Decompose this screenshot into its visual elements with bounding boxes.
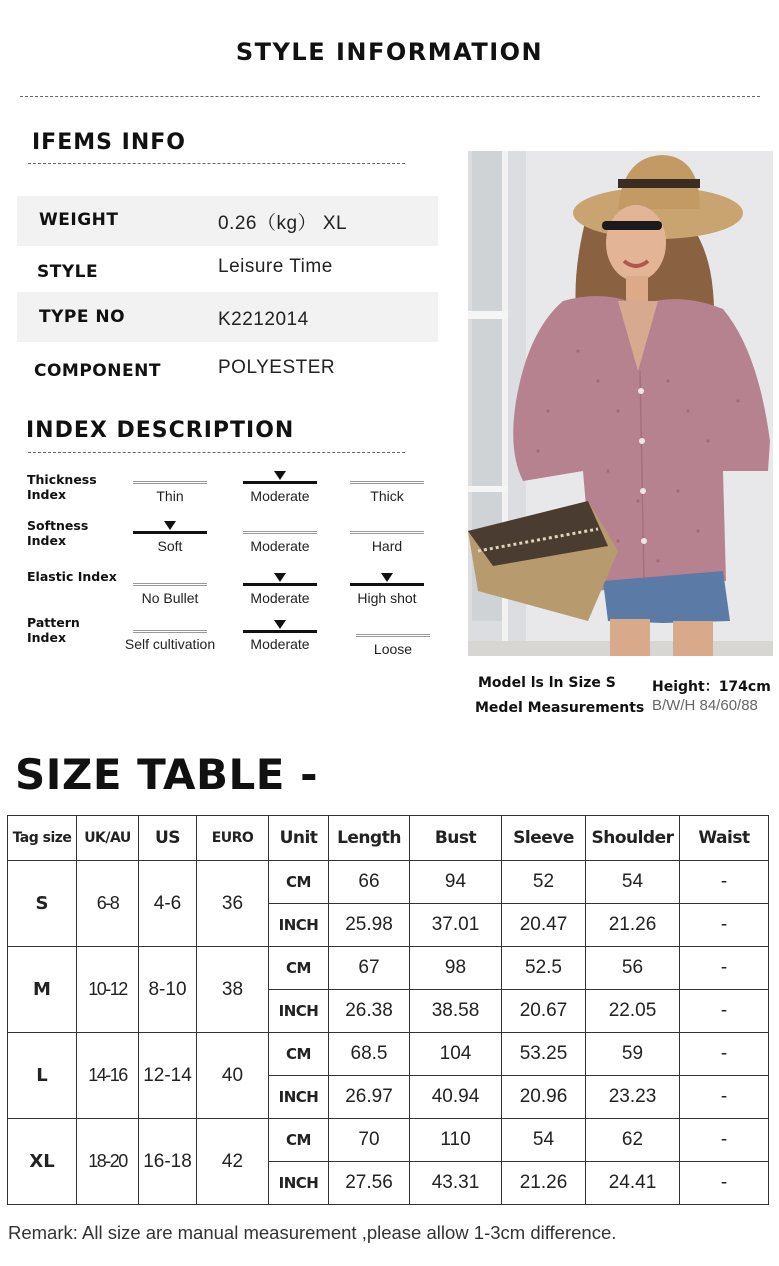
model-photo xyxy=(468,151,773,656)
selected-marker-icon xyxy=(381,573,393,582)
index-description-divider xyxy=(28,452,405,453)
bust-cell: 43.31 xyxy=(410,1162,502,1205)
waist-cell: - xyxy=(680,947,769,990)
waist-cell: - xyxy=(680,861,769,904)
title-divider xyxy=(20,96,760,97)
info-value: POLYESTER xyxy=(218,357,336,378)
table-row xyxy=(8,947,769,990)
header-euro: EURO xyxy=(197,816,269,861)
index-bar xyxy=(243,531,317,534)
index-option-label: Self cultivation xyxy=(124,636,216,652)
uk-au-cell: 14-16 xyxy=(77,1033,139,1119)
us-cell: 4-6 xyxy=(139,861,197,947)
bust-cell: 37.01 xyxy=(410,904,502,947)
bust-cell: 94 xyxy=(410,861,502,904)
selected-marker-icon xyxy=(164,521,176,530)
index-option-no-bullet xyxy=(133,576,207,606)
index-option-moderate xyxy=(243,524,317,554)
table-row xyxy=(8,1119,769,1162)
index-option-label: Moderate xyxy=(250,488,310,504)
index-label-softness: Softness Index xyxy=(27,518,89,548)
index-description-title: INDEX DESCRIPTION xyxy=(26,418,295,443)
bust-cell: 104 xyxy=(410,1033,502,1076)
sleeve-cell: 54 xyxy=(502,1119,586,1162)
unit-cell: CM xyxy=(269,947,329,990)
index-option-hard xyxy=(350,524,424,554)
length-cell: 26.38 xyxy=(329,990,410,1033)
shoulder-cell: 22.05 xyxy=(586,990,680,1033)
index-option-label: No Bullet xyxy=(141,590,199,606)
index-label-thickness: Thickness Index xyxy=(27,472,97,502)
index-option-loose xyxy=(356,627,430,657)
index-option-moderate xyxy=(243,623,317,653)
header-uk-au: UK/AU xyxy=(77,816,139,861)
info-label: COMPONENT xyxy=(34,361,161,381)
unit-cell: INCH xyxy=(269,1162,329,1205)
index-option-label: Moderate xyxy=(250,636,310,652)
info-label: STYLE xyxy=(37,262,99,282)
info-value: 0.26（kg） XL xyxy=(218,213,348,234)
index-option-label: High shot xyxy=(357,590,417,606)
index-option-moderate xyxy=(243,474,317,504)
waist-cell: - xyxy=(680,1162,769,1205)
length-cell: 26.97 xyxy=(329,1076,410,1119)
index-option-soft xyxy=(133,524,207,554)
index-option-moderate xyxy=(243,576,317,606)
index-option-label: Loose xyxy=(373,641,413,657)
waist-cell: - xyxy=(680,1076,769,1119)
index-label-elastic: Elastic Index xyxy=(27,569,117,584)
us-cell: 16-18 xyxy=(139,1119,197,1205)
model-height-text: Height：174cm xyxy=(652,679,771,695)
unit-cell: CM xyxy=(269,861,329,904)
euro-cell: 36 xyxy=(197,861,269,947)
index-option-label: Hard xyxy=(371,538,403,554)
waist-cell: - xyxy=(680,1119,769,1162)
info-row-weight xyxy=(17,196,438,246)
model-illustration xyxy=(468,151,773,656)
info-row-type-no xyxy=(17,292,438,342)
length-cell: 68.5 xyxy=(329,1033,410,1076)
header-length: Length xyxy=(329,816,410,861)
index-option-label: Moderate xyxy=(250,590,310,606)
size-table-header xyxy=(8,816,769,861)
index-option-high-shot xyxy=(350,576,424,606)
info-row-component xyxy=(17,346,438,396)
size-table-title: SIZE TABLE - xyxy=(15,750,319,799)
items-info-title: IFEMS INFO xyxy=(32,130,186,155)
index-bar xyxy=(133,481,207,484)
length-cell: 27.56 xyxy=(329,1162,410,1205)
index-option-self-cultivation xyxy=(124,623,216,653)
page-title: STYLE INFORMATION xyxy=(235,38,544,66)
selected-marker-icon xyxy=(274,620,286,629)
header-waist: Waist xyxy=(680,816,769,861)
selected-marker-icon xyxy=(274,471,286,480)
shoulder-cell: 59 xyxy=(586,1033,680,1076)
unit-cell: INCH xyxy=(269,904,329,947)
euro-cell: 38 xyxy=(197,947,269,1033)
index-option-label: Thick xyxy=(370,488,404,504)
unit-cell: CM xyxy=(269,1119,329,1162)
euro-cell: 40 xyxy=(197,1033,269,1119)
info-row-style xyxy=(17,246,438,296)
sleeve-cell: 20.67 xyxy=(502,990,586,1033)
shoulder-cell: 54 xyxy=(586,861,680,904)
info-label: TYPE NO xyxy=(39,307,126,327)
header-tag-size: Tag size xyxy=(8,816,77,861)
waist-cell: - xyxy=(680,1033,769,1076)
table-row xyxy=(8,861,769,904)
table-row xyxy=(8,1033,769,1076)
model-measurements-label: Medel Measurements xyxy=(475,700,645,716)
us-cell: 8-10 xyxy=(139,947,197,1033)
shoulder-cell: 62 xyxy=(586,1119,680,1162)
uk-au-cell: 10-12 xyxy=(77,947,139,1033)
uk-au-cell: 6-8 xyxy=(77,861,139,947)
uk-au-cell: 18-20 xyxy=(77,1119,139,1205)
tag-size-cell: L xyxy=(8,1033,77,1119)
index-bar xyxy=(243,630,317,633)
euro-cell: 42 xyxy=(197,1119,269,1205)
selected-marker-icon xyxy=(274,573,286,582)
tag-size-cell: XL xyxy=(8,1119,77,1205)
sleeve-cell: 52 xyxy=(502,861,586,904)
index-bar xyxy=(243,481,317,484)
index-option-label: Thin xyxy=(156,488,184,504)
sleeve-cell: 52.5 xyxy=(502,947,586,990)
size-table xyxy=(7,815,769,1205)
waist-cell: - xyxy=(680,904,769,947)
header-unit: Unit xyxy=(269,816,329,861)
model-bwh-text: B/W/H 84/60/88 xyxy=(652,697,758,714)
length-cell: 70 xyxy=(329,1119,410,1162)
bust-cell: 98 xyxy=(410,947,502,990)
header-bust: Bust xyxy=(410,816,502,861)
index-bar xyxy=(350,531,424,534)
info-value: K2212014 xyxy=(218,309,309,330)
length-cell: 67 xyxy=(329,947,410,990)
header-sleeve: Sleeve xyxy=(502,816,586,861)
sleeve-cell: 53.25 xyxy=(502,1033,586,1076)
bust-cell: 110 xyxy=(410,1119,502,1162)
index-bar xyxy=(133,531,207,534)
shoulder-cell: 56 xyxy=(586,947,680,990)
index-bar xyxy=(133,583,207,586)
bust-cell: 38.58 xyxy=(410,990,502,1033)
index-option-thin xyxy=(133,474,207,504)
info-value: Leisure Time xyxy=(218,256,333,277)
header-shoulder: Shoulder xyxy=(586,816,680,861)
length-cell: 25.98 xyxy=(329,904,410,947)
index-bar xyxy=(243,583,317,586)
unit-cell: INCH xyxy=(269,1076,329,1119)
sleeve-cell: 20.47 xyxy=(502,904,586,947)
index-bar xyxy=(350,481,424,484)
index-bar xyxy=(356,634,430,637)
length-cell: 66 xyxy=(329,861,410,904)
remark-text: Remark: All size are manual measurement ,please allow 1-3cm difference. xyxy=(8,1222,617,1243)
shoulder-cell: 24.41 xyxy=(586,1162,680,1205)
us-cell: 12-14 xyxy=(139,1033,197,1119)
index-option-label: Moderate xyxy=(250,538,310,554)
index-option-label: Soft xyxy=(157,538,183,554)
index-bar xyxy=(133,630,207,633)
index-label-pattern: Pattern Index xyxy=(27,615,80,645)
unit-cell: CM xyxy=(269,1033,329,1076)
header-us: US xyxy=(139,816,197,861)
model-size-text: Model ls ln Size S xyxy=(478,675,616,691)
tag-size-cell: M xyxy=(8,947,77,1033)
index-bar xyxy=(350,583,424,586)
unit-cell: INCH xyxy=(269,990,329,1033)
items-info-divider xyxy=(28,163,405,164)
index-option-thick xyxy=(350,474,424,504)
bust-cell: 40.94 xyxy=(410,1076,502,1119)
waist-cell: - xyxy=(680,990,769,1033)
tag-size-cell: S xyxy=(8,861,77,947)
shoulder-cell: 21.26 xyxy=(586,904,680,947)
shoulder-cell: 23.23 xyxy=(586,1076,680,1119)
info-label: WEIGHT xyxy=(39,210,119,230)
sleeve-cell: 20.96 xyxy=(502,1076,586,1119)
sleeve-cell: 21.26 xyxy=(502,1162,586,1205)
